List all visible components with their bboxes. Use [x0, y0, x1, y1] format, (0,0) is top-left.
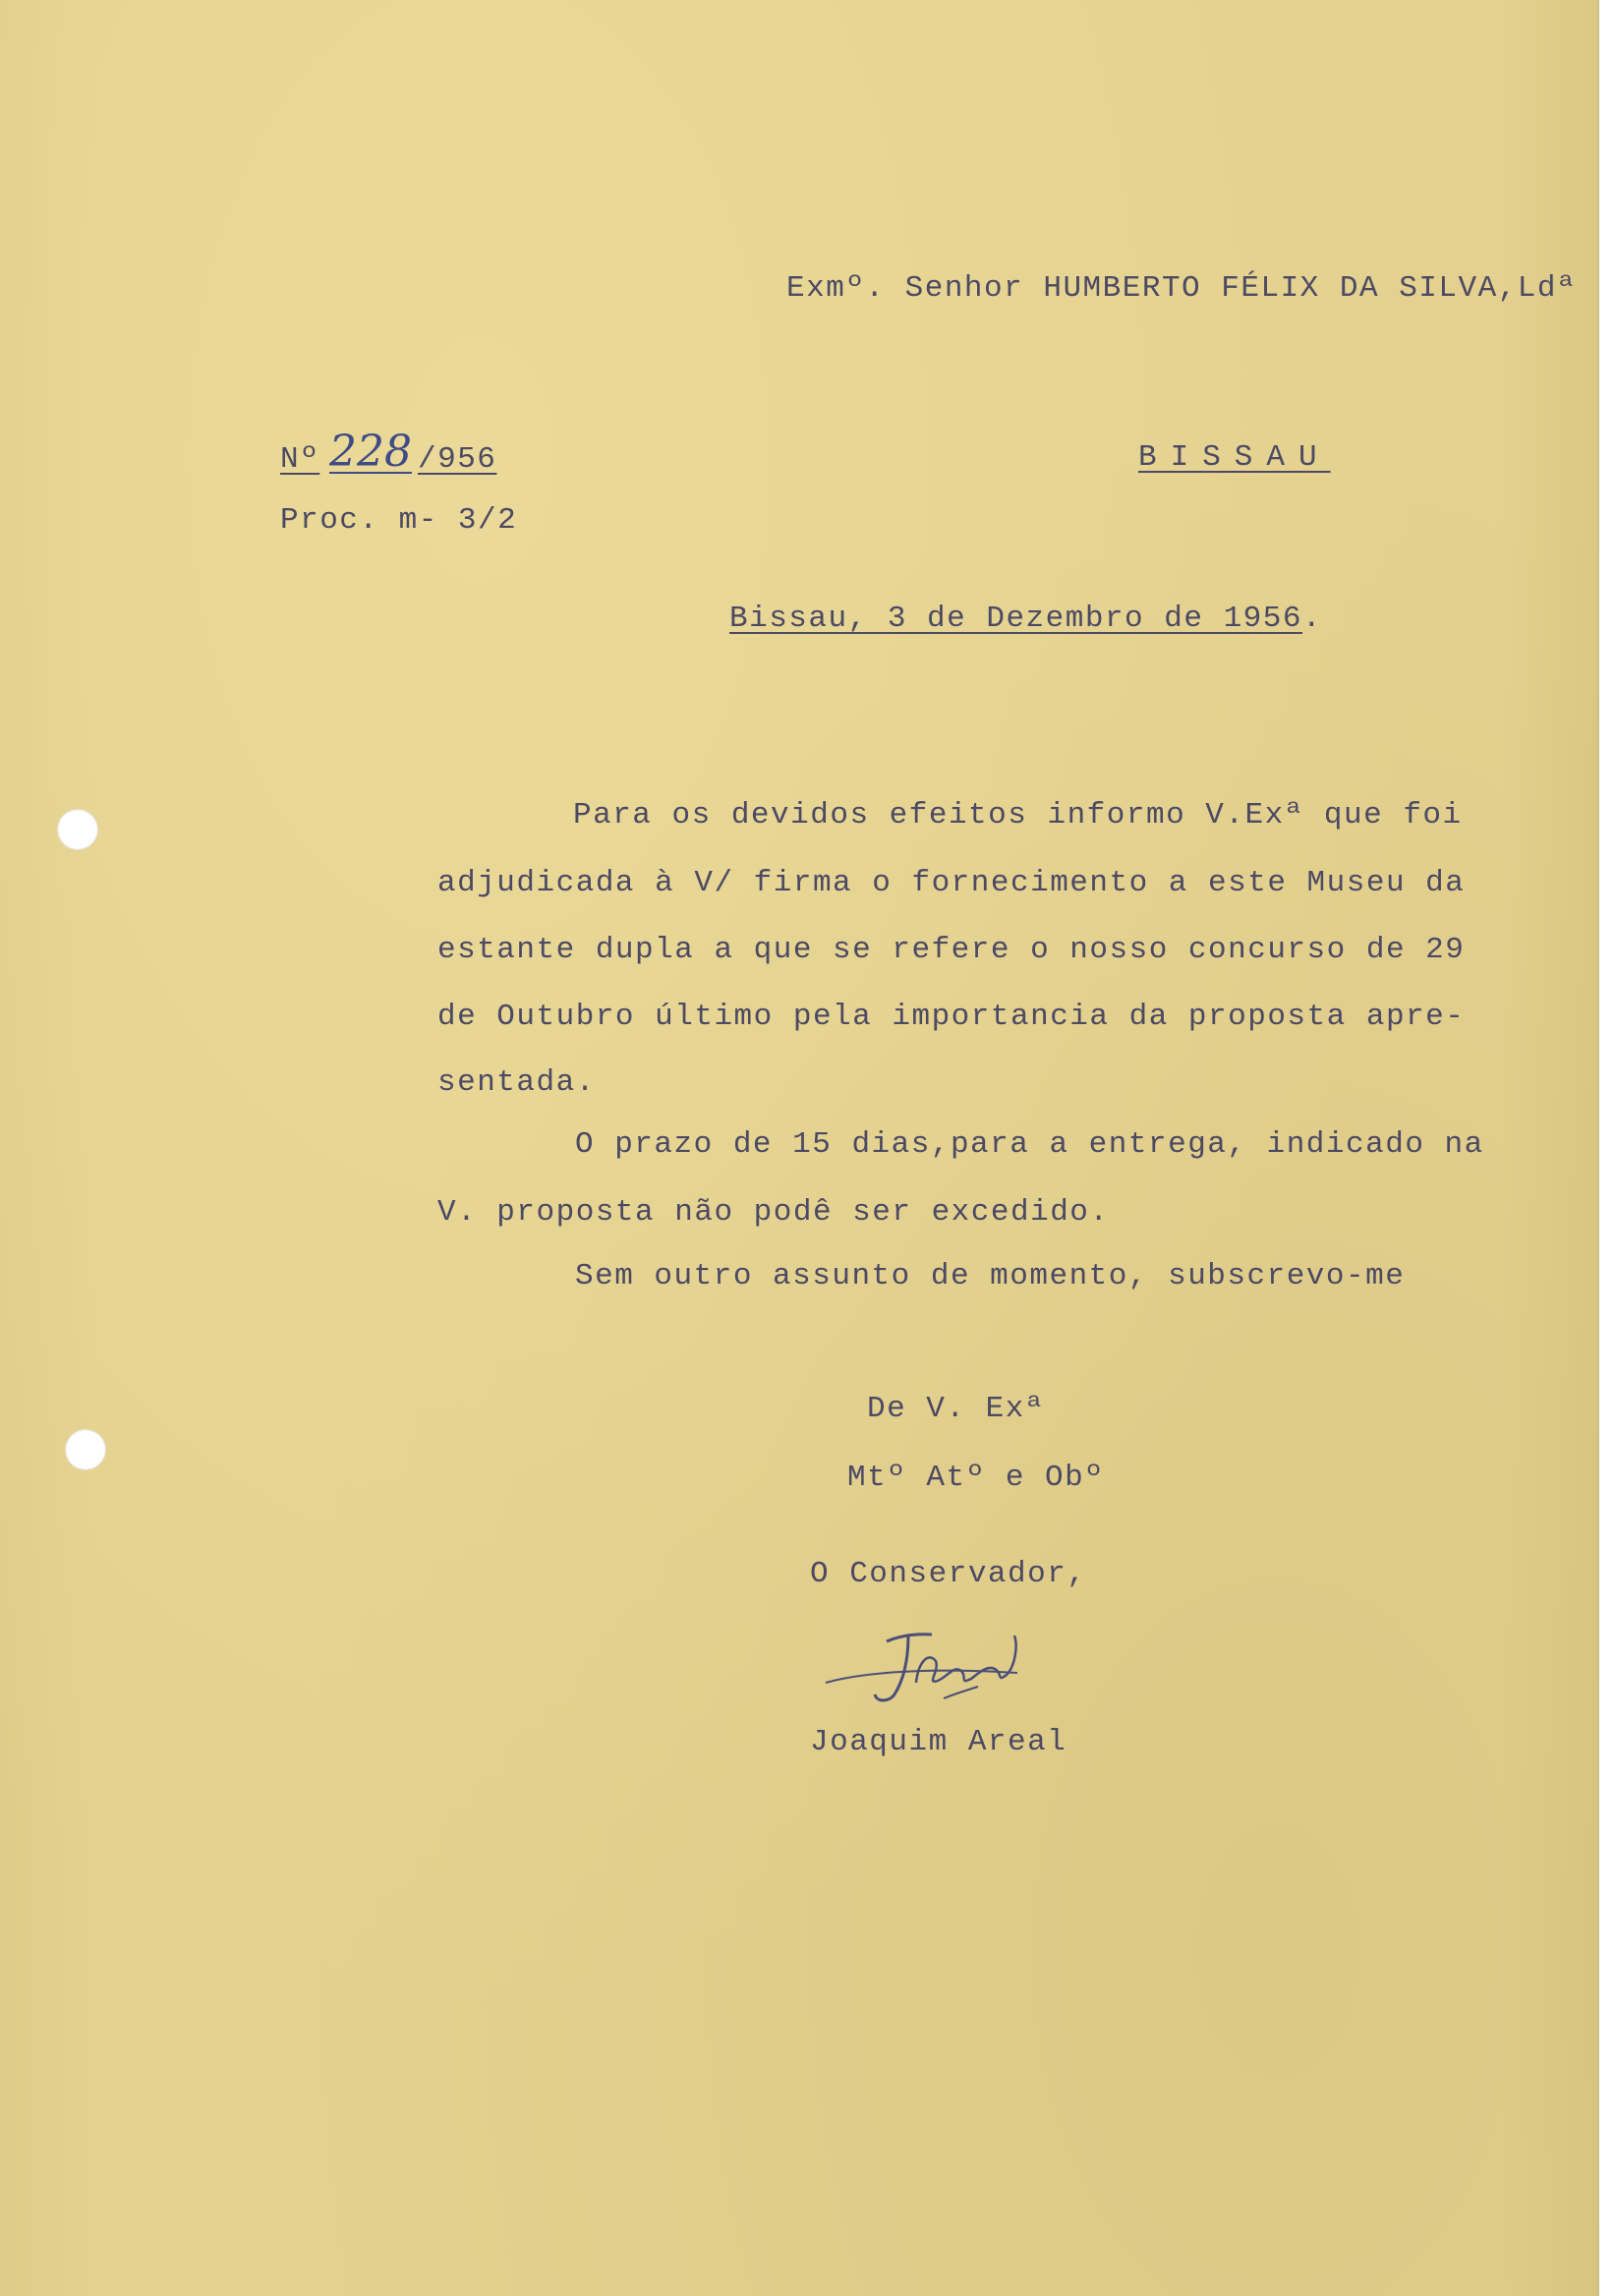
recipient-line: Exmº. Senhor HUMBERTO FÉLIX DA SILVA,Ldª [786, 271, 1578, 306]
body-line: de Outubro último pela importancia da proposta apre- [437, 1000, 1466, 1034]
date-period: . [1302, 602, 1323, 636]
destination-city: BISSAU [1138, 440, 1331, 475]
reference-prefix: Nº [280, 442, 320, 477]
date-text: Bissau, 3 de Dezembro de 1956 [729, 602, 1302, 636]
punch-hole-bottom [65, 1429, 106, 1470]
letter-date [729, 603, 1322, 634]
closing-line-1: De V. Exª [867, 1392, 1045, 1426]
body-line: Sem outro assunto de momento, subscrevo-me [575, 1259, 1406, 1293]
reference-year: /956 [418, 442, 497, 477]
body-line: estante dupla a que se refere o nosso concurso de 29 [437, 933, 1466, 967]
body-line: Para os devidos efeitos informo V.Exª que foi [573, 798, 1463, 832]
body-line: adjudicada à V/ firma o fornecimento a este Museu da [437, 866, 1466, 900]
signatory-role: O Conservador, [810, 1557, 1087, 1591]
punch-hole-top [57, 809, 98, 850]
reference-handwritten-number: 228 [329, 427, 412, 477]
body-line: V. proposta não podê ser excedido. [437, 1195, 1110, 1230]
process-reference: Proc. m- 3/2 [280, 503, 518, 538]
closing-line-2: Mtº Atº e Obº [847, 1461, 1105, 1495]
signatory-name: Joaquim Areal [810, 1725, 1067, 1759]
body-line: O prazo de 15 dias,para a entrega, indicado na [575, 1127, 1484, 1162]
handwritten-signature [806, 1612, 1101, 1720]
body-line: sentada. [437, 1065, 596, 1100]
